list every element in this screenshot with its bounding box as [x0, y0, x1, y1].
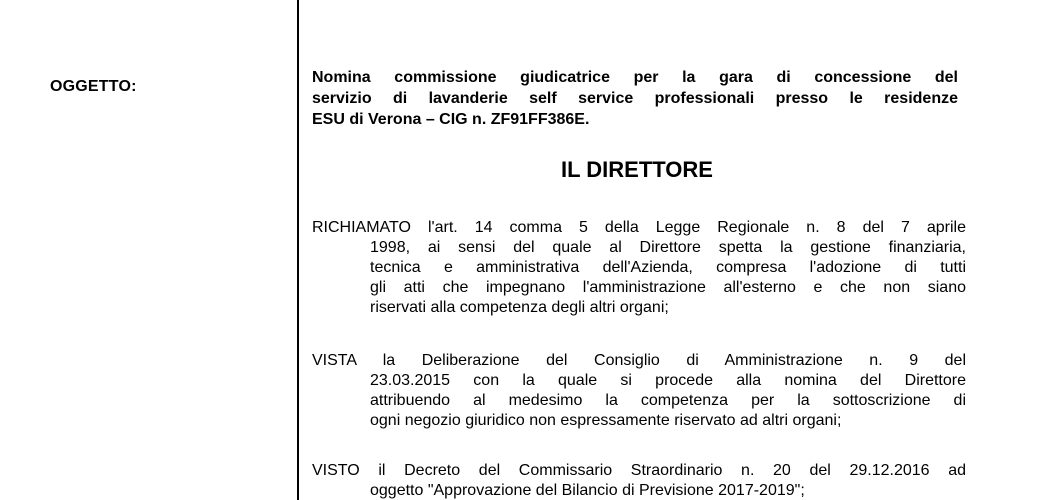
subject-line: ESU di Verona – CIG n. ZF91FF386E. — [312, 111, 590, 128]
paragraph-line: VISTO il Decreto del Commissario Straordinario n. 20 del 29.12.2016 ad — [312, 462, 966, 479]
paragraph-line: RICHIAMATO l'art. 14 comma 5 della Legge Regionale n. 8 del 7 aprile — [312, 219, 966, 236]
subject-line: Nomina commissione giudicatrice per la gara di concessione del — [312, 69, 958, 86]
section-heading: IL DIRETTORE — [561, 157, 713, 182]
paragraph-line: riservati alla competenza degli altri organi; — [370, 299, 669, 316]
paragraph-line: oggetto "Approvazione del Bilancio di Previsione 2017-2019"; — [370, 482, 805, 499]
subject-line: servizio di lavanderie self service professionali presso le residenze — [312, 90, 958, 107]
subject-label: OGGETTO: — [50, 78, 137, 95]
paragraph-vista — [312, 351, 966, 431]
paragraph-visto — [312, 461, 966, 500]
paragraph-richiamato — [312, 218, 966, 318]
paragraph-line: gli atti che impegnano l'amministrazione all'esterno e che non siano — [370, 279, 966, 296]
paragraph-line: tecnica e amministrativa dell'Azienda, compresa l'adozione di tutti — [370, 259, 966, 276]
paragraph-line: 1998, ai sensi del quale al Direttore spetta la gestione finanziaria, — [370, 239, 966, 256]
paragraph-line: ogni negozio giuridico non espressamente riservato ad altri organi; — [370, 412, 842, 429]
column-divider — [297, 0, 299, 500]
subject-text — [312, 67, 958, 130]
paragraph-line: attribuendo al medesimo la competenza per la sottoscrizione di — [370, 392, 966, 409]
paragraph-line: VISTA la Deliberazione del Consiglio di Amministrazione n. 9 del — [312, 352, 966, 369]
paragraph-line: 23.03.2015 con la quale si procede alla nomina del Direttore — [370, 372, 966, 389]
